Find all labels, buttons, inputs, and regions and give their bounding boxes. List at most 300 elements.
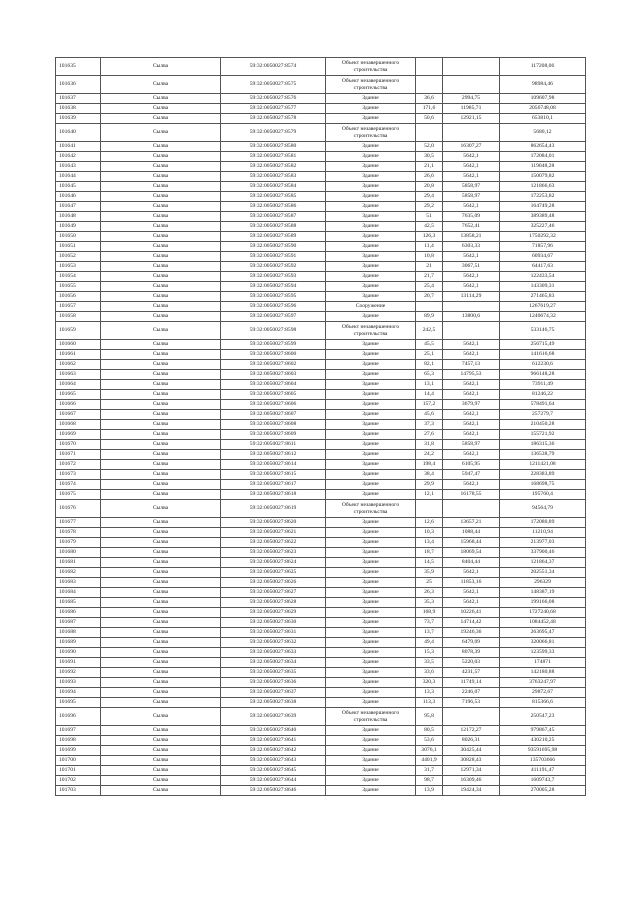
row-number-cell: 101687 — [56, 618, 101, 628]
unit-cost-cell: 7635,09 — [443, 212, 500, 222]
cadastral-value-cell: 119048,28 — [500, 162, 586, 172]
settlement-cell: Сылва — [101, 380, 221, 390]
row-number-cell: 101670 — [56, 440, 101, 450]
cadastral-number-cell: 59:32:0050027:8585 — [221, 192, 326, 202]
area-cell: 35,9 — [416, 568, 443, 578]
row-number-cell: 101636 — [56, 76, 101, 94]
row-number-cell: 101682 — [56, 568, 101, 578]
cadastral-value-cell: 578491,64 — [500, 400, 586, 410]
unit-cost-cell: 5642,1 — [443, 410, 500, 420]
table-row — [56, 668, 586, 678]
table-row — [56, 114, 586, 124]
settlement-cell: Сылва — [101, 420, 221, 430]
cadastral-number-cell: 59:32:0050027:8609 — [221, 430, 326, 440]
row-number-cell: 101698 — [56, 736, 101, 746]
area-cell: 98,7 — [416, 776, 443, 786]
row-number-cell: 101641 — [56, 142, 101, 152]
cadastral-value-cell: 389389,48 — [500, 212, 586, 222]
cadastral-value-cell: 98984,46 — [500, 76, 586, 94]
cadastral-value-cell: 1267619,27 — [500, 302, 586, 312]
settlement-cell: Сылва — [101, 688, 221, 698]
object-type-cell: Здание — [326, 688, 416, 698]
cadastral-value-cell: 148387,19 — [500, 588, 586, 598]
table-row — [56, 658, 586, 668]
cadastral-number-cell: 59:32:0050027:8646 — [221, 786, 326, 796]
cadastral-number-cell: 59:32:0050027:8641 — [221, 736, 326, 746]
cadastral-number-cell: 59:32:0050027:8629 — [221, 608, 326, 618]
cadastral-number-cell: 59:32:0050027:8604 — [221, 380, 326, 390]
table-row — [56, 548, 586, 558]
row-number-cell: 101657 — [56, 302, 101, 312]
cadastral-table — [55, 57, 586, 796]
unit-cost-cell — [443, 322, 500, 340]
row-number-cell: 101677 — [56, 518, 101, 528]
cadastral-value-cell: 411191,47 — [500, 766, 586, 776]
row-number-cell: 101673 — [56, 470, 101, 480]
cadastral-value-cell: 1240674,32 — [500, 312, 586, 322]
cadastral-value-cell: 1609743,7 — [500, 776, 586, 786]
object-type-cell: Здание — [326, 538, 416, 548]
cadastral-value-cell: 256715,49 — [500, 340, 586, 350]
cadastral-number-cell: 59:32:0050027:8617 — [221, 480, 326, 490]
table-row — [56, 736, 586, 746]
table-row — [56, 420, 586, 430]
row-number-cell: 101689 — [56, 638, 101, 648]
settlement-cell: Сылва — [101, 360, 221, 370]
object-type-cell: Здание — [326, 232, 416, 242]
cadastral-value-cell: 164749,28 — [500, 202, 586, 212]
cadastral-value-cell: 228383,89 — [500, 470, 586, 480]
row-number-cell: 101661 — [56, 350, 101, 360]
unit-cost-cell: 5642,1 — [443, 430, 500, 440]
row-number-cell: 101675 — [56, 490, 101, 500]
settlement-cell: Сылва — [101, 746, 221, 756]
object-type-cell: Здание — [326, 104, 416, 114]
cadastral-value-cell: 1084452,48 — [500, 618, 586, 628]
cadastral-number-cell: 59:32:0050027:8631 — [221, 628, 326, 638]
cadastral-value-cell: 60934,67 — [500, 252, 586, 262]
object-type-cell: Здание — [326, 292, 416, 302]
table-row — [56, 322, 586, 340]
unit-cost-cell — [443, 302, 500, 312]
cadastral-value-cell: 3763247,97 — [500, 678, 586, 688]
cadastral-number-cell: 59:32:0050027:8635 — [221, 668, 326, 678]
cadastral-number-cell: 59:32:0050027:8618 — [221, 490, 326, 500]
area-cell: 320,3 — [416, 678, 443, 688]
cadastral-value-cell: 93591695,98 — [500, 746, 586, 756]
settlement-cell: Сылва — [101, 638, 221, 648]
cadastral-number-cell: 59:32:0050027:8627 — [221, 588, 326, 598]
cadastral-value-cell: 862654,43 — [500, 142, 586, 152]
object-type-cell: Объект незавершенного строительства — [326, 124, 416, 142]
table-row — [56, 470, 586, 480]
object-type-cell: Здание — [326, 202, 416, 212]
unit-cost-cell: 12172,27 — [443, 726, 500, 736]
unit-cost-cell: 12921,15 — [443, 114, 500, 124]
cadastral-number-cell: 59:32:0050027:8630 — [221, 618, 326, 628]
area-cell: 198,4 — [416, 460, 443, 470]
settlement-cell: Сылва — [101, 440, 221, 450]
cadastral-value-cell: 29872,67 — [500, 688, 586, 698]
unit-cost-cell: 13800,6 — [443, 312, 500, 322]
object-type-cell: Здание — [326, 252, 416, 262]
cadastral-value-cell: 320066,81 — [500, 638, 586, 648]
table-row — [56, 94, 586, 104]
row-number-cell: 101686 — [56, 608, 101, 618]
unit-cost-cell: 5642,1 — [443, 252, 500, 262]
row-number-cell: 101700 — [56, 756, 101, 766]
object-type-cell: Здание — [326, 776, 416, 786]
cadastral-number-cell: 59:32:0050027:8581 — [221, 152, 326, 162]
area-cell: 21,1 — [416, 162, 443, 172]
area-cell: 45,5 — [416, 340, 443, 350]
area-cell: 25,1 — [416, 350, 443, 360]
unit-cost-cell: 19424,34 — [443, 786, 500, 796]
unit-cost-cell: 5642,1 — [443, 350, 500, 360]
row-number-cell: 101693 — [56, 678, 101, 688]
area-cell: 53,6 — [416, 736, 443, 746]
row-number-cell: 101669 — [56, 430, 101, 440]
settlement-cell: Сылва — [101, 608, 221, 618]
area-cell: 13,7 — [416, 628, 443, 638]
table-row — [56, 618, 586, 628]
row-number-cell: 101647 — [56, 202, 101, 212]
object-type-cell: Объект незавершенного строительства — [326, 500, 416, 518]
row-number-cell: 101666 — [56, 400, 101, 410]
area-cell: 20,8 — [416, 182, 443, 192]
object-type-cell: Здание — [326, 212, 416, 222]
area-cell: 50,6 — [416, 114, 443, 124]
unit-cost-cell: 5642,1 — [443, 202, 500, 212]
settlement-cell: Сылва — [101, 212, 221, 222]
table-row — [56, 370, 586, 380]
unit-cost-cell: 10226,41 — [443, 608, 500, 618]
cadastral-value-cell: 202551,34 — [500, 568, 586, 578]
settlement-cell: Сылва — [101, 400, 221, 410]
cadastral-number-cell: 59:32:0050027:8621 — [221, 528, 326, 538]
object-type-cell: Здание — [326, 440, 416, 450]
row-number-cell: 101678 — [56, 528, 101, 538]
table-row — [56, 480, 586, 490]
cadastral-number-cell: 59:32:0050027:8612 — [221, 450, 326, 460]
settlement-cell: Сылва — [101, 282, 221, 292]
cadastral-number-cell: 59:32:0050027:8607 — [221, 410, 326, 420]
table-row — [56, 726, 586, 736]
settlement-cell: Сылва — [101, 658, 221, 668]
table-row — [56, 648, 586, 658]
cadastral-number-cell: 59:32:0050027:8632 — [221, 638, 326, 648]
row-number-cell: 101642 — [56, 152, 101, 162]
cadastral-value-cell: 653810,1 — [500, 114, 586, 124]
settlement-cell: Сылва — [101, 578, 221, 588]
area-cell: 45,6 — [416, 410, 443, 420]
cadastral-value-cell: 135703666 — [500, 756, 586, 766]
settlement-cell: Сылва — [101, 598, 221, 608]
unit-cost-cell: 14795,53 — [443, 370, 500, 380]
row-number-cell: 101656 — [56, 292, 101, 302]
area-cell: 3076,1 — [416, 746, 443, 756]
object-type-cell: Здание — [326, 698, 416, 708]
unit-cost-cell: 7457,13 — [443, 360, 500, 370]
cadastral-value-cell: 195760,4 — [500, 490, 586, 500]
unit-cost-cell: 13657,21 — [443, 518, 500, 528]
cadastral-number-cell: 59:32:0050027:8579 — [221, 124, 326, 142]
unit-cost-cell: 11749,14 — [443, 678, 500, 688]
table-row — [56, 360, 586, 370]
area-cell: 82,1 — [416, 360, 443, 370]
cadastral-value-cell: 71857,96 — [500, 242, 586, 252]
unit-cost-cell: 5642,1 — [443, 390, 500, 400]
cadastral-value-cell: 150079,82 — [500, 172, 586, 182]
table-row — [56, 340, 586, 350]
area-cell: 14,4 — [416, 390, 443, 400]
settlement-cell: Сылва — [101, 312, 221, 322]
object-type-cell: Здание — [326, 262, 416, 272]
cadastral-value-cell: 172253,82 — [500, 192, 586, 202]
cadastral-value-cell: 1727240,68 — [500, 608, 586, 618]
object-type-cell: Здание — [326, 350, 416, 360]
unit-cost-cell: 2994,75 — [443, 94, 500, 104]
cadastral-number-cell: 59:32:0050027:8574 — [221, 58, 326, 76]
row-number-cell: 101638 — [56, 104, 101, 114]
area-cell: 95,8 — [416, 708, 443, 726]
cadastral-value-cell: 64417,63 — [500, 262, 586, 272]
table-body — [56, 58, 586, 796]
cadastral-number-cell: 59:32:0050027:8583 — [221, 172, 326, 182]
object-type-cell: Здание — [326, 182, 416, 192]
settlement-cell: Сылва — [101, 222, 221, 232]
cadastral-value-cell: 263695,47 — [500, 628, 586, 638]
row-number-cell: 101680 — [56, 548, 101, 558]
settlement-cell: Сылва — [101, 500, 221, 518]
table-row — [56, 312, 586, 322]
row-number-cell: 101659 — [56, 322, 101, 340]
table-row — [56, 678, 586, 688]
cadastral-number-cell: 59:32:0050027:8626 — [221, 578, 326, 588]
object-type-cell: Здание — [326, 142, 416, 152]
row-number-cell: 101692 — [56, 668, 101, 678]
table-row — [56, 282, 586, 292]
unit-cost-cell: 5642,1 — [443, 588, 500, 598]
area-cell: 27,6 — [416, 430, 443, 440]
cadastral-value-cell: 143309,31 — [500, 282, 586, 292]
object-type-cell: Объект незавершенного строительства — [326, 58, 416, 76]
cadastral-value-cell: 250547,23 — [500, 708, 586, 726]
unit-cost-cell: 5947,47 — [443, 470, 500, 480]
area-cell: 73,7 — [416, 618, 443, 628]
row-number-cell: 101694 — [56, 688, 101, 698]
cadastral-number-cell: 59:32:0050027:8624 — [221, 558, 326, 568]
cadastral-value-cell: 270005,28 — [500, 786, 586, 796]
cadastral-number-cell: 59:32:0050027:8590 — [221, 242, 326, 252]
row-number-cell: 101699 — [56, 746, 101, 756]
cadastral-number-cell: 59:32:0050027:8586 — [221, 202, 326, 212]
table-row — [56, 162, 586, 172]
unit-cost-cell: 13858,21 — [443, 232, 500, 242]
settlement-cell: Сылва — [101, 252, 221, 262]
object-type-cell: Объект незавершенного строительства — [326, 708, 416, 726]
unit-cost-cell: 13114,29 — [443, 292, 500, 302]
cadastral-number-cell: 59:32:0050027:8587 — [221, 212, 326, 222]
area-cell — [416, 124, 443, 142]
table-row — [56, 756, 586, 766]
cadastral-value-cell: 296329 — [500, 578, 586, 588]
table-row — [56, 400, 586, 410]
cadastral-number-cell: 59:32:0050027:8594 — [221, 282, 326, 292]
unit-cost-cell: 5642,1 — [443, 282, 500, 292]
unit-cost-cell — [443, 58, 500, 76]
object-type-cell: Здание — [326, 756, 416, 766]
table-row — [56, 490, 586, 500]
cadastral-number-cell: 59:32:0050027:8591 — [221, 252, 326, 262]
unit-cost-cell: 16178,55 — [443, 490, 500, 500]
row-number-cell: 101651 — [56, 242, 101, 252]
object-type-cell: Здание — [326, 608, 416, 618]
settlement-cell: Сылва — [101, 350, 221, 360]
area-cell: 33,6 — [416, 668, 443, 678]
row-number-cell: 101662 — [56, 360, 101, 370]
row-number-cell: 101648 — [56, 212, 101, 222]
table-row — [56, 232, 586, 242]
table-row — [56, 292, 586, 302]
table-row — [56, 272, 586, 282]
cadastral-value-cell: 1211421,08 — [500, 460, 586, 470]
unit-cost-cell: 6303,33 — [443, 242, 500, 252]
area-cell: 12,6 — [416, 518, 443, 528]
unit-cost-cell: 16309,46 — [443, 776, 500, 786]
area-cell: 38,4 — [416, 470, 443, 480]
table-row — [56, 76, 586, 94]
object-type-cell: Здание — [326, 568, 416, 578]
cadastral-value-cell: 155721,92 — [500, 430, 586, 440]
settlement-cell: Сылва — [101, 698, 221, 708]
settlement-cell: Сылва — [101, 172, 221, 182]
cadastral-value-cell: 213977,03 — [500, 538, 586, 548]
cadastral-value-cell: 123599,33 — [500, 648, 586, 658]
object-type-cell: Здание — [326, 114, 416, 124]
settlement-cell: Сылва — [101, 410, 221, 420]
cadastral-number-cell: 59:32:0050027:8643 — [221, 756, 326, 766]
row-number-cell: 101663 — [56, 370, 101, 380]
row-number-cell: 101668 — [56, 420, 101, 430]
row-number-cell: 101683 — [56, 578, 101, 588]
cadastral-number-cell: 59:32:0050027:8637 — [221, 688, 326, 698]
cadastral-number-cell: 59:32:0050027:8582 — [221, 162, 326, 172]
table-row — [56, 380, 586, 390]
settlement-cell: Сылва — [101, 104, 221, 114]
area-cell: 25,4 — [416, 282, 443, 292]
table-row — [56, 152, 586, 162]
object-type-cell: Здание — [326, 726, 416, 736]
unit-cost-cell: 5220,03 — [443, 658, 500, 668]
document-page — [55, 57, 585, 796]
area-cell: 168,9 — [416, 608, 443, 618]
object-type-cell: Здание — [326, 628, 416, 638]
table-row — [56, 460, 586, 470]
table-row — [56, 212, 586, 222]
unit-cost-cell — [443, 500, 500, 518]
object-type-cell: Здание — [326, 736, 416, 746]
cadastral-number-cell: 59:32:0050027:8603 — [221, 370, 326, 380]
unit-cost-cell: 5858,97 — [443, 182, 500, 192]
area-cell: 15,3 — [416, 648, 443, 658]
object-type-cell: Здание — [326, 648, 416, 658]
object-type-cell: Здание — [326, 312, 416, 322]
settlement-cell: Сылва — [101, 76, 221, 94]
settlement-cell: Сылва — [101, 490, 221, 500]
cadastral-value-cell: 122433,54 — [500, 272, 586, 282]
area-cell: 24,2 — [416, 450, 443, 460]
area-cell: 42,5 — [416, 222, 443, 232]
settlement-cell: Сылва — [101, 776, 221, 786]
object-type-cell: Здание — [326, 420, 416, 430]
unit-cost-cell: 18069,54 — [443, 548, 500, 558]
table-row — [56, 638, 586, 648]
object-type-cell: Здание — [326, 410, 416, 420]
settlement-cell: Сылва — [101, 272, 221, 282]
cadastral-number-cell: 59:32:0050027:8623 — [221, 548, 326, 558]
cadastral-value-cell: 121864,37 — [500, 558, 586, 568]
settlement-cell: Сылва — [101, 430, 221, 440]
table-row — [56, 58, 586, 76]
row-number-cell: 101653 — [56, 262, 101, 272]
row-number-cell: 101639 — [56, 114, 101, 124]
cadastral-number-cell: 59:32:0050027:8602 — [221, 360, 326, 370]
settlement-cell: Сылва — [101, 558, 221, 568]
area-cell: 36,6 — [416, 94, 443, 104]
row-number-cell: 101703 — [56, 786, 101, 796]
settlement-cell: Сылва — [101, 628, 221, 638]
table-row — [56, 182, 586, 192]
unit-cost-cell: 8026,31 — [443, 736, 500, 746]
row-number-cell: 101691 — [56, 658, 101, 668]
table-row — [56, 440, 586, 450]
cadastral-number-cell: 59:32:0050027:8592 — [221, 262, 326, 272]
table-row — [56, 588, 586, 598]
object-type-cell: Сооружение — [326, 302, 416, 312]
object-type-cell: Здание — [326, 470, 416, 480]
object-type-cell: Здание — [326, 152, 416, 162]
area-cell: 26,3 — [416, 588, 443, 598]
cadastral-value-cell: 81246,22 — [500, 390, 586, 400]
object-type-cell: Объект незавершенного строительства — [326, 322, 416, 340]
cadastral-value-cell: 210450,28 — [500, 420, 586, 430]
row-number-cell: 101696 — [56, 708, 101, 726]
object-type-cell: Здание — [326, 528, 416, 538]
table-row — [56, 688, 586, 698]
settlement-cell: Сылва — [101, 460, 221, 470]
object-type-cell: Здание — [326, 578, 416, 588]
unit-cost-cell: 19246,36 — [443, 628, 500, 638]
table-row — [56, 518, 586, 528]
cadastral-value-cell: 117208,06 — [500, 58, 586, 76]
unit-cost-cell: 30425,44 — [443, 746, 500, 756]
row-number-cell: 101695 — [56, 698, 101, 708]
table-row — [56, 558, 586, 568]
table-row — [56, 410, 586, 420]
object-type-cell: Здание — [326, 380, 416, 390]
settlement-cell: Сылва — [101, 322, 221, 340]
settlement-cell: Сылва — [101, 480, 221, 490]
row-number-cell: 101652 — [56, 252, 101, 262]
area-cell: 13,9 — [416, 786, 443, 796]
settlement-cell: Сылва — [101, 588, 221, 598]
cadastral-value-cell: 94564,79 — [500, 500, 586, 518]
area-cell: 52,0 — [416, 142, 443, 152]
area-cell: 242,5 — [416, 322, 443, 340]
cadastral-value-cell: 430210,25 — [500, 736, 586, 746]
row-number-cell: 101637 — [56, 94, 101, 104]
